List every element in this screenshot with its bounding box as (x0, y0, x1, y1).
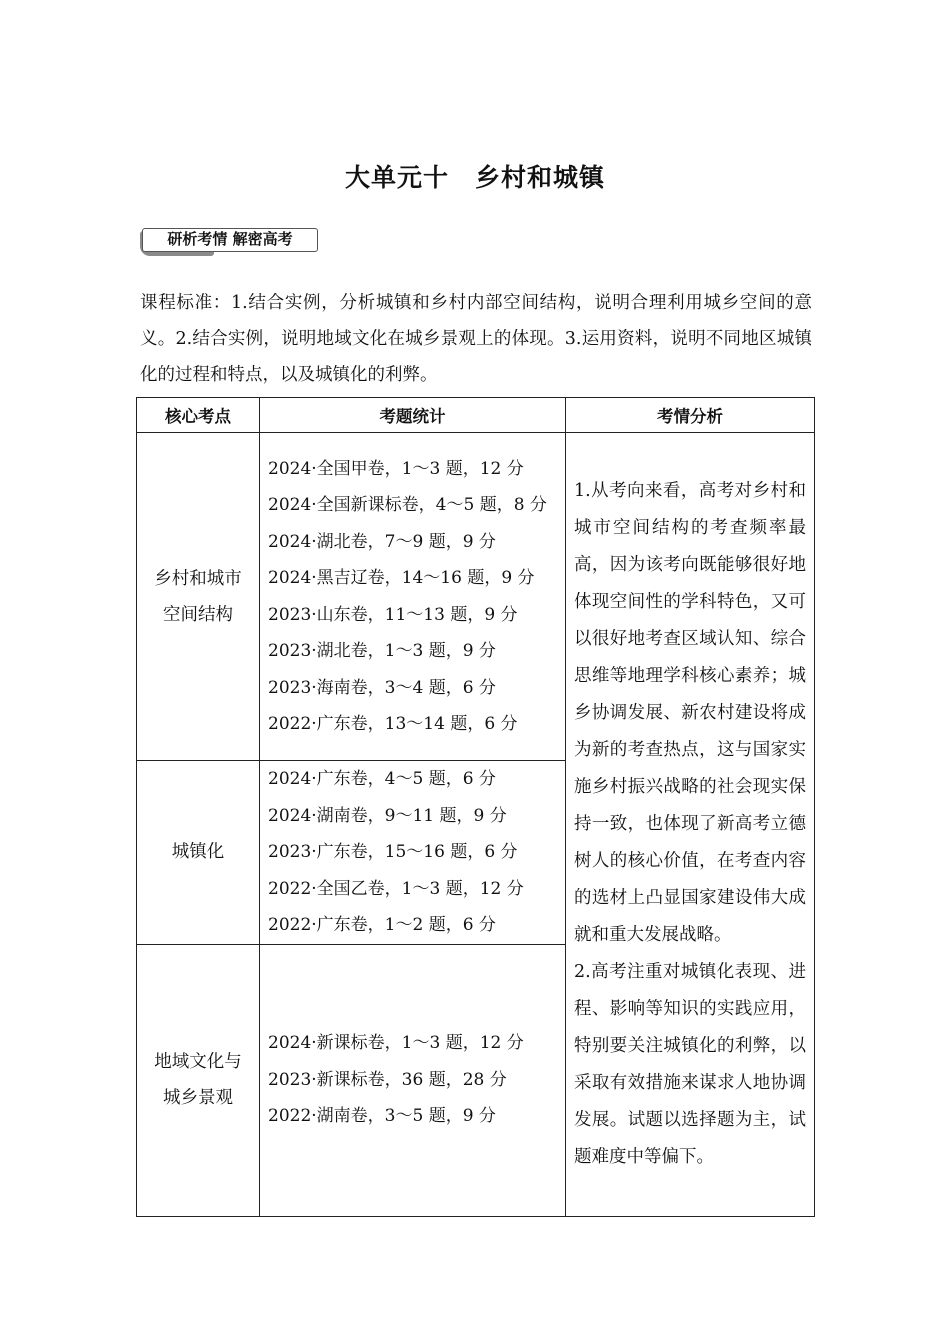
stats-cell (260, 433, 566, 761)
analysis-paragraph: 2.高考注重对城镇化表现、进程、影响等知识的实践应用，特别要关注城镇化的利弊，以采取有效措施来谋求人地协调发展。试题以选择题为主，试题难度中等偏下。 (574, 962, 806, 1168)
header-core-topic: 核心考点 (137, 398, 260, 433)
stat-item: 2022·湖南卷，3～5 题，9 分 (268, 1106, 496, 1127)
section-badge (140, 228, 318, 254)
stat-item: 2024·湖北卷，7～9 题，9 分 (268, 531, 496, 552)
topic-cell (137, 944, 260, 1216)
topic-label: 乡村和城市空间结构 (154, 568, 242, 625)
stat-item: 2024·广东卷，4～5 题，6 分 (268, 769, 496, 789)
stats-cell (260, 761, 566, 945)
header-analysis: 考情分析 (566, 398, 815, 433)
stat-item: 2023·湖北卷，1～3 题，9 分 (268, 641, 496, 661)
stat-item: 2023·广东卷，15～16 题，6 分 (268, 842, 518, 862)
header-exam-stats: 考题统计 (260, 398, 566, 433)
stat-item: 2024·湖南卷，9～11 题，9 分 (268, 805, 507, 826)
stat-item: 2023·山东卷，11～13 题，9 分 (268, 604, 518, 625)
stats-cell (260, 944, 566, 1216)
topic-label: 地域文化与城乡景观 (154, 1052, 242, 1108)
table-header-row (137, 398, 815, 433)
course-standard: 课程标准：1.结合实例，分析城镇和乡村内部空间结构，说明合理利用城乡空间的意义。2.结合实例，说明地域文化在城乡景观上的体现。3.运用资料，说明不同地区城镇化的过程和特点，以及城镇化的利弊。 (140, 293, 812, 385)
stat-item: 2023·海南卷，3～4 题，6 分 (268, 677, 496, 698)
stat-item: 2022·广东卷，13～14 题，6 分 (268, 714, 518, 734)
stat-item: 2024·全国甲卷，1～3 题，12 分 (268, 458, 524, 479)
badge-label: 研析考情 解密高考 (142, 228, 318, 252)
page-title: 大单元十 乡村和城镇 (344, 163, 605, 192)
stat-item: 2023·新课标卷，36 题，28 分 (268, 1069, 507, 1090)
stat-item: 2024·全国新课标卷，4～5 题，8 分 (268, 495, 547, 515)
stat-item: 2024·新课标卷，1～3 题，12 分 (268, 1033, 524, 1054)
analysis-cell (566, 433, 815, 1217)
analysis-paragraph: 1.从考向来看，高考对乡村和城市空间结构的考查频率最高，因为该考向既能够很好地体现空间性的学科特色，又可以很好地考查区域认知、综合思维等地理学科核心素养；城乡协调发展、新农村建设将成为新的考查热点，这与国家实施乡村振兴战略的社会现实保持一致，也体现了新高考立德树人的核心价值，在考查内容的选材上凸显国家建设伟大成就和重大发展战略。 (574, 481, 806, 946)
exam-analysis-table (136, 397, 815, 1217)
stat-item: 2022·全国乙卷，1～3 题，12 分 (268, 878, 524, 899)
topic-label: 城镇化 (171, 842, 225, 863)
stat-item: 2022·广东卷，1～2 题，6 分 (268, 915, 496, 935)
stat-item: 2024·黑吉辽卷，14～16 题，9 分 (268, 568, 535, 588)
topic-cell (137, 761, 260, 945)
topic-cell (137, 433, 260, 761)
table-row (137, 433, 815, 761)
